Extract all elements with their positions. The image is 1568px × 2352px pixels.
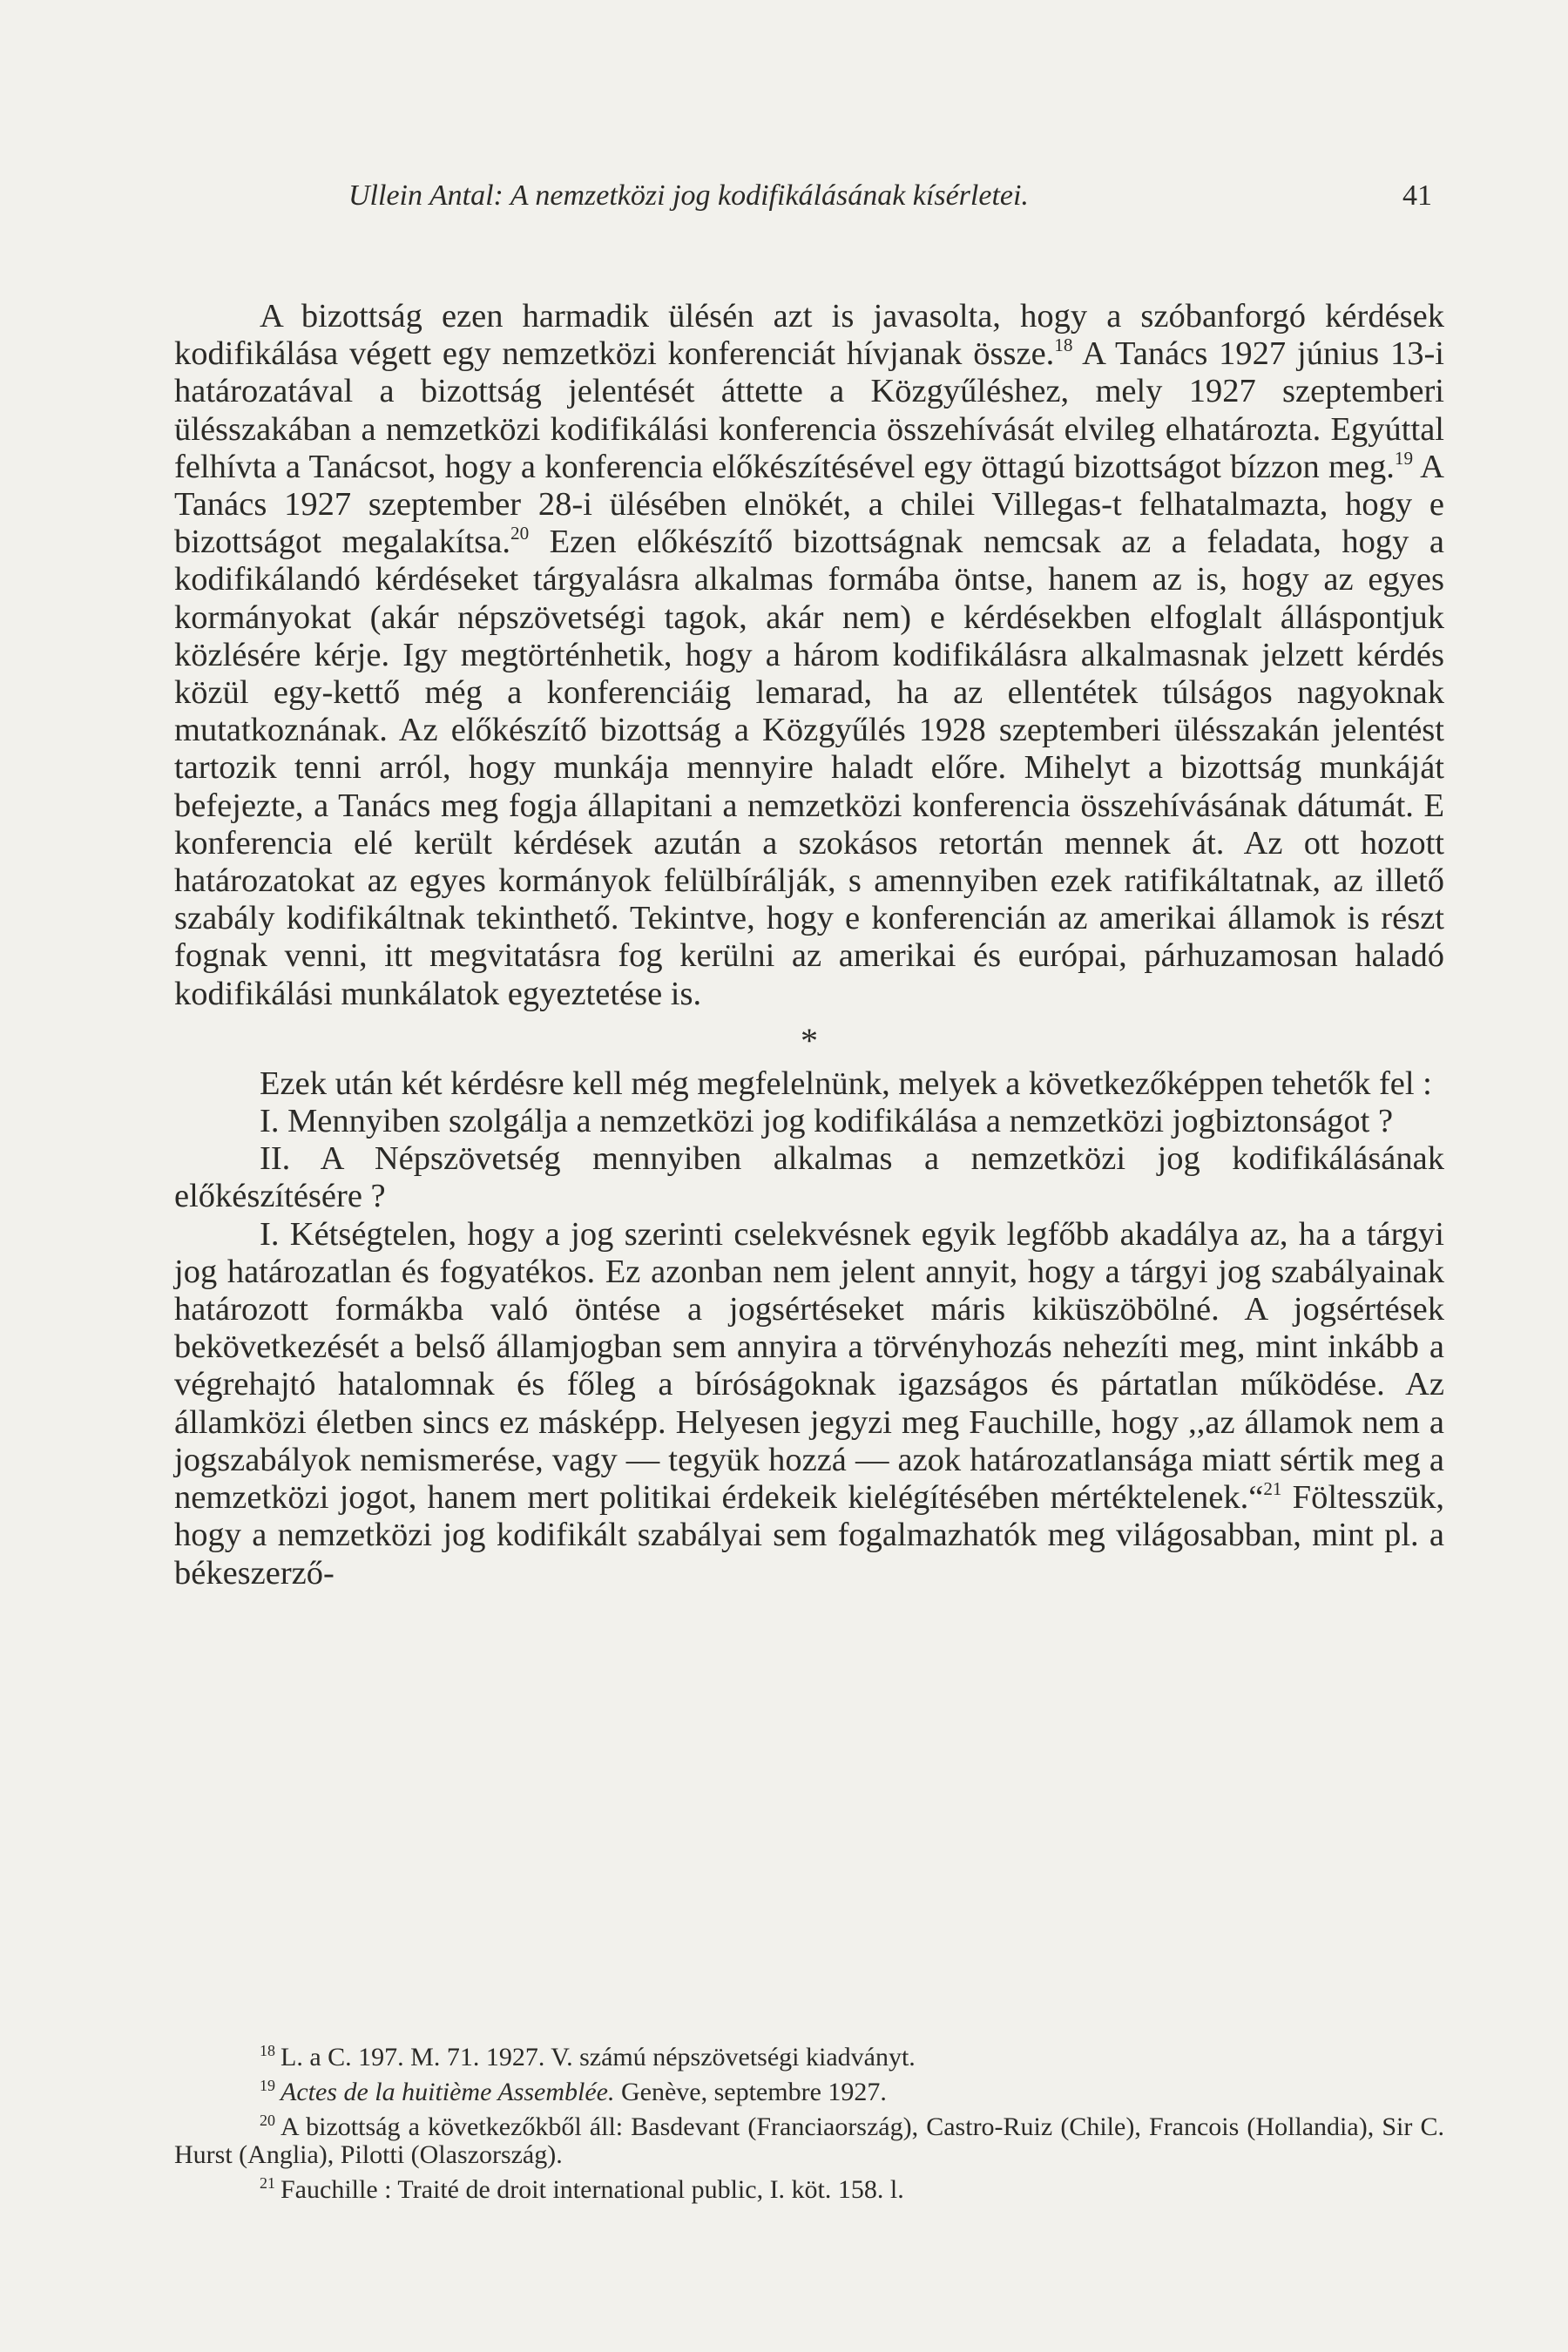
text-run: A Tanács 1927 június 13-i határozatával a bizottság jelentését áttette a Közgyűléshez, mely 1927 szeptemberi ülésszakában a nemzetközi kodifikálási konferencia összehívását elvileg elhatározta. Egyúttal felhívta a Tanácsot, hogy a konferencia előkészítésével egy öttagú bizottságot bízzon meg. (174, 335, 1444, 485)
text-run: Ezen előkészítő bizottságnak nemcsak az a feladata, hogy a kodifikálandó kérdéseket tárgyalásra alkalmas formába öntse, hanem az is, hogy az egyes kormányokat (akár népszövetségi tagok, akár nem) e kérdésekben elfoglalt álláspontjuk közlésére kérje. Igy megtörténhetik, hogy a három kodifikálásra alkalmasnak jelzett kérdés közül egy-kettő még a konferenciáig lemarad, ha az ellentétek túlságos nagyoknak mutatkoznának. Az előkészítő bizottság a Közgyűlés 1928 szeptemberi ülésszakán jelentést tartozik tenni arról, hogy munkája mennyire haladt előre. Mihelyt a bizottság munkáját befejezte, a Tanács meg fogja állapitani a nemzetközi konferencia összehívásának dátumát. E konferencia elé került kérdések azután a szokásos retortán mennek át. Az ott hozott határozatokat az egyes kormányok felülbírálják, s amennyiben ezek ratifikáltatnak, az illető szabály kodifikáltnak tekinthető. Tekintve, hogy e konferencián az amerikai államok is részt fognak venni, itt megvitatásra fog kerülni az amerikai és európai, párhuzamosan haladó kodifikálási munkálatok egyeztetése is. (174, 524, 1444, 1012)
paragraph: I. Mennyiben szolgálja a nemzetközi jog kodifikálása a nemzetközi jogbiztonságot ? (260, 1103, 1394, 1140)
footnote (174, 2072, 1444, 2106)
running-header (348, 179, 1437, 228)
footnote-text: Fauchille : Traité de droit international public, I. köt. 158. l. (280, 2175, 904, 2205)
footnote-text: A bizottság a következőkből áll: Basdevant (Franciaország), Castro-Ruiz (Chile), Francois (Hollandia), Sir C. Hurst (Anglia), Pilotti (Olaszország). (174, 2112, 1444, 2170)
footnote (174, 2106, 1444, 2170)
text-run: A bizottság ezen harmadik ülésén azt is javasolta, hogy a szóbanforgó kérdések kodifikálása végett egy nemzetközi konferenciát hívjanak össze. (174, 298, 1444, 373)
footnote-text: L. a C. 197. M. 71. 1927. V. számú népszövetségi kiadványt. (280, 2042, 916, 2072)
page-number: 41 (1402, 179, 1432, 212)
paragraph: Ezek után két kérdésre kell még megfelelnünk, melyek a következőképpen tehetők fel : (260, 1064, 1432, 1102)
footnote-ref: 18 (1054, 335, 1073, 356)
paragraph (174, 1216, 1444, 1592)
text-run: Föltesszük, hogy a nemzetközi jog kodifikált szabályai sem fogalmazhatók meg világosabban, mint pl. a békeszerző- (174, 1479, 1444, 1592)
footnote-italic-text: Actes de la huitième Assemblée. (280, 2077, 615, 2106)
footnote-mark: 20 (260, 2111, 275, 2129)
footnote-mark: 18 (260, 2042, 275, 2059)
footnote (174, 2037, 1444, 2072)
footnote-ref: 19 (1394, 448, 1414, 469)
text-run: A Tanács 1927 szeptember 28-i ülésében elnökét, a chilei Villegas-t felhatalmazta, hogy e bizottságot megalakítsa. (174, 448, 1444, 561)
paragraph (174, 298, 1444, 1013)
footnote-text: Genève, septembre 1927. (614, 2077, 887, 2106)
text-run: I. Kétségtelen, hogy a jog szerinti cselekvésnek egyik legfőbb akadálya az, ha a tárgyi jog határozatlan és fogyatékos. Ez azonban nem jelent annyit, hogy a tárgyi jog szabályainak határozott formákba való öntése a jogsértéseket máris kiküszöbölné. A jogsértések bekövetkezését a belső államjogban sem annyira a törvényhozás nehezíti meg, mint inkább a végrehajtó hatalomnak és főleg a bíróságoknak igazságos és pártatlan működése. Az államközi életben sincs ez másképp. Helyesen jegyzi meg Fauchille, hogy ,,az államok nem a jogszabályok nemismerése, vagy — tegyük hozzá — azok határozatlansága miatt sértik meg a nemzetközi jogot, hanem mert politikai érdekeik kielégítésében mértéktelenek.“ (174, 1215, 1444, 1517)
section-separator: * (801, 1020, 818, 1060)
main-text (174, 298, 1444, 1592)
footnote-mark: 21 (260, 2174, 275, 2193)
footnote-mark: 19 (260, 2076, 275, 2094)
footnote-ref: 20 (510, 523, 530, 544)
running-title: Ullein Antal: A nemzetközi jog kodifikálásának kísérletei. (348, 179, 1029, 212)
footnote (174, 2169, 1444, 2204)
footnote-ref: 21 (1263, 1478, 1282, 1500)
footnotes (174, 2037, 1444, 2204)
paragraph: II. A Népszövetség mennyiben alkalmas a nemzetközi jog kodifikálásának előkészítésére ? (174, 1140, 1444, 1215)
